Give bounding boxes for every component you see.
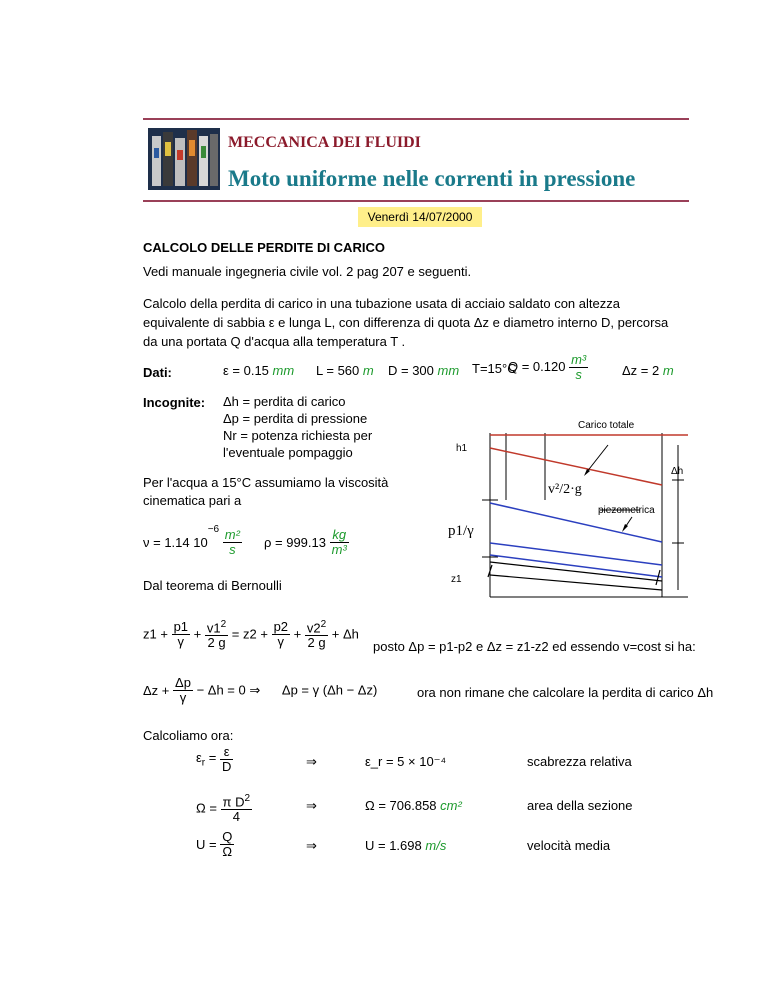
dati-label: Dati: <box>143 365 172 380</box>
diagram-p1g-label: p1/γ <box>448 523 474 539</box>
dati-dz-value: Δz = 2 <box>622 363 660 378</box>
dati-eps-unit: mm <box>272 363 295 378</box>
rho-unit-den: m³ <box>331 542 347 557</box>
dati-Q-value: Q = 0.120 <box>508 358 566 374</box>
header-subject: MECCANICA DEI FLUIDI <box>228 134 421 151</box>
nu-exp: −6 <box>207 524 220 535</box>
header-logo <box>148 128 220 190</box>
result-u <box>365 838 446 853</box>
header-title: Moto uniforme nelle correnti in pressione <box>228 166 636 191</box>
bottom-rule <box>143 200 689 202</box>
dati-D-unit: mm <box>437 363 460 378</box>
diagram-h1-label: h1 <box>456 443 468 454</box>
eps-r-definition: $\varepsilon_r$ = $\frac{\varepsilon}{D}$ <box>196 744 232 774</box>
result-omega-unit: cm² <box>440 798 462 813</box>
dati-eps-value: ε = 0.15 <box>223 363 269 378</box>
dati-dz <box>622 363 674 378</box>
incognite-item: Nr = potenza richiesta per <box>223 428 373 443</box>
result-eps-r-desc: scabrezza relativa <box>527 754 632 769</box>
result-omega-value: Ω = 706.858 <box>365 798 437 813</box>
omega-definition: Ω = $\frac{\pi D^2}{4}$ <box>196 793 251 825</box>
incognite-item: l'eventuale pompaggio <box>223 445 353 460</box>
diagram-piezometrica-label: piezometrica <box>598 505 655 516</box>
bernoulli-title: Dal teorema di Bernoulli <box>143 578 282 593</box>
arrow-icon: ⇒ <box>306 798 317 813</box>
nu-lhs: ν = 1.14 10 <box>143 535 208 551</box>
dati-Q-unit-num: m³ <box>571 352 587 367</box>
reference-text: Vedi manuale ingegneria civile vol. 2 pag 207 e seguenti. <box>143 264 472 279</box>
arrow-icon: ⇒ <box>306 838 317 853</box>
bernoulli-note: posto Δp = p1-p2 e Δz = z1-z2 ed essendo v=cost si ha: <box>373 639 696 654</box>
result-omega <box>365 798 462 813</box>
viscosity-line: cinematica pari a <box>143 493 242 508</box>
viscosity-line: Per l'acqua a 15°C assumiamo la viscosità <box>143 475 389 490</box>
incognite-item: Δh = perdita di carico <box>223 394 346 409</box>
date-badge: Venerdì 14/07/2000 <box>358 207 482 227</box>
incognite-item: Δp = perdita di pressione <box>223 411 368 426</box>
result-eps-r: ε_r = 5 × 10⁻⁴ <box>365 754 447 769</box>
dati-D-value: D = 300 <box>388 363 434 378</box>
arrow-icon: ⇒ <box>306 754 317 769</box>
u-definition: U = $\frac{Q}{\Omega}$ <box>196 829 233 859</box>
dati-L <box>316 363 374 378</box>
dati-D <box>388 363 459 378</box>
incognite-list <box>223 393 372 461</box>
section-title: CALCOLO DELLE PERDITE DI CARICO <box>143 240 385 255</box>
result-u-desc: velocità media <box>527 838 611 853</box>
intro-text: Calcolo della perdita di carico in una tubazione usata di acciaio saldato con altezza equivalente di sabbia ε e lunga L, con differenza di quota Δz e diametro interno D, percorsa da una portata Q d'acqua alla temperatura T . <box>143 296 669 349</box>
dati-L-value: L = 560 <box>316 363 360 378</box>
dati-dz-unit: m <box>662 363 674 378</box>
diagram-dh-label: Δh <box>671 466 684 477</box>
viscosity-text <box>143 474 388 510</box>
dati-eps <box>223 363 294 378</box>
result-omega-desc: area della sezione <box>527 798 633 813</box>
derivation-note: ora non rimane che calcolare la perdita di carico Δh <box>417 685 714 700</box>
diagram-z1-label: z1 <box>451 574 462 585</box>
nu-formula <box>143 524 242 557</box>
rho-lhs: ρ = 999.13 <box>264 535 326 550</box>
nu-unit-num: m² <box>224 527 240 543</box>
rho-formula <box>264 528 349 557</box>
dati-Q-unit-den: s <box>569 367 588 382</box>
incognite-label: Incognite: <box>143 395 206 410</box>
dati-L-unit: m <box>362 363 374 378</box>
calcoliamo-title: Calcoliamo ora: <box>143 728 234 743</box>
result-u-unit: m/s <box>425 838 447 853</box>
rho-unit-num: kg <box>332 527 347 542</box>
bernoulli-equation: z1 + $\frac{p1}{\gamma}$ + $\frac{v1^2}{2 g}$ = z2 + $\frac{p2}{\gamma}$ + $\frac{v2^2}{2 g}$ + Δh <box>143 618 359 651</box>
top-rule <box>143 118 689 120</box>
derivation-equation: Δz + $\frac{\Delta p}{\gamma}$ − Δh = 0 ⇒ Δp = γ (Δh − Δz) <box>143 675 378 705</box>
diagram-v2g-label: v²/2·g <box>548 482 582 497</box>
nu-unit-den: s <box>223 542 242 557</box>
dati-T: T=15°C <box>472 361 517 376</box>
diagram-carico-totale-label: Carico totale <box>578 420 635 431</box>
dati-Q <box>508 353 588 382</box>
result-u-value: U = 1.698 <box>365 838 422 853</box>
